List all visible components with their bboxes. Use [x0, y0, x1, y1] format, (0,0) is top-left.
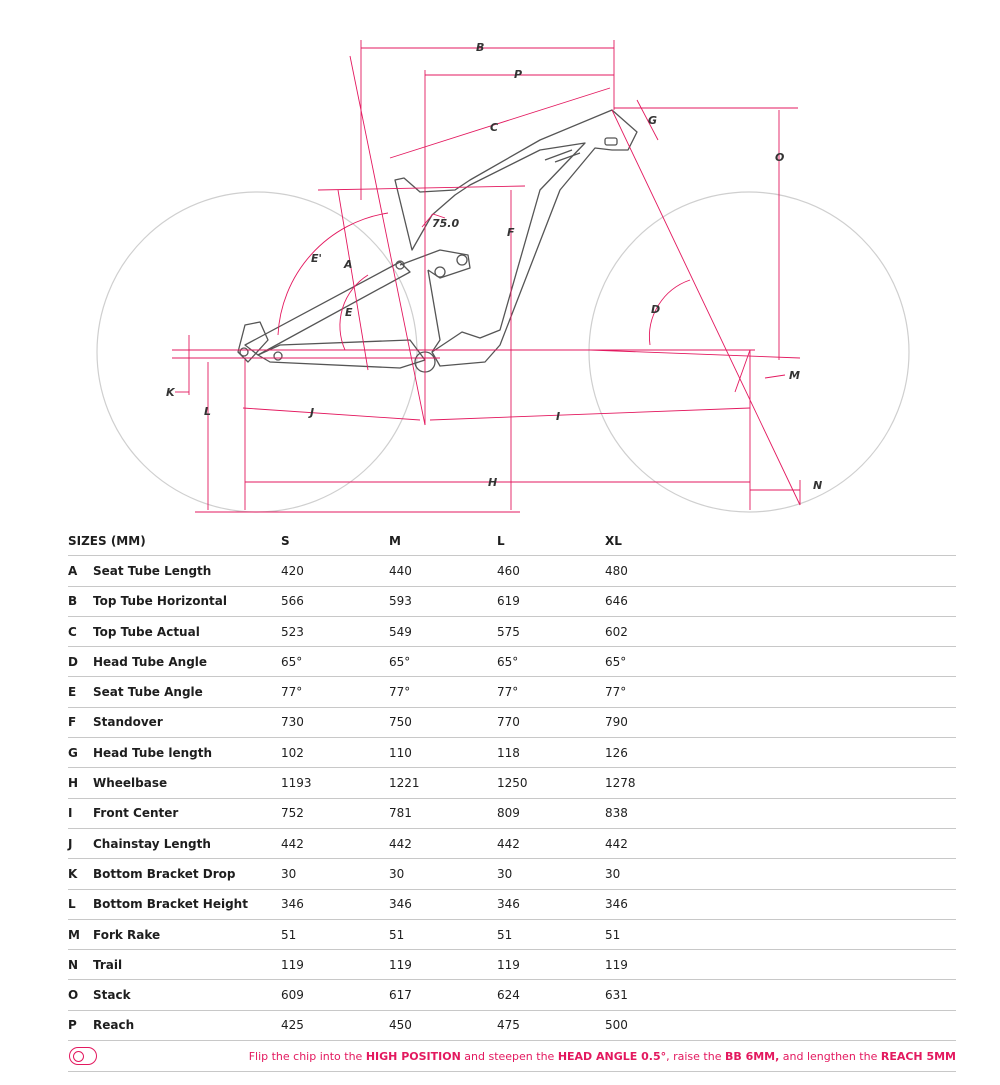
label-b: B [476, 41, 485, 54]
label-e: E [345, 306, 353, 319]
row-label: Standover [93, 715, 163, 730]
value-l: 442 [497, 836, 520, 851]
row-label: Top Tube Horizontal [93, 594, 227, 609]
value-m: 450 [389, 1018, 412, 1033]
row-label: Seat Tube Length [93, 563, 212, 578]
label-l: L [204, 405, 212, 418]
value-l: 460 [497, 563, 520, 578]
toggle-knob [73, 1051, 84, 1062]
table-row [68, 708, 956, 738]
value-s: 442 [281, 836, 304, 851]
row-label: Seat Tube Angle [93, 685, 203, 700]
value-l: 475 [497, 1018, 520, 1033]
value-l: 30 [497, 866, 513, 881]
value-s: 51 [281, 927, 297, 942]
label-f: F [507, 226, 515, 239]
note-text-3: , raise the [666, 1049, 725, 1063]
row-letter: N [68, 957, 79, 972]
label-o: O [775, 151, 785, 164]
row-letter: I [68, 806, 73, 821]
value-m: 750 [389, 715, 412, 730]
dimension-labels [166, 41, 822, 492]
value-xl: 126 [605, 745, 628, 760]
value-l: 119 [497, 957, 520, 972]
note-text-1: Flip the chip into the [248, 1049, 366, 1063]
table-row [68, 920, 956, 950]
value-l: 619 [497, 594, 520, 609]
value-m: 1221 [389, 776, 420, 791]
row-letter: H [68, 776, 79, 791]
geometry-table [68, 526, 956, 1072]
note-head-angle: HEAD ANGLE 0.5° [557, 1049, 667, 1063]
label-p: P [514, 68, 523, 81]
value-s: 65° [281, 654, 303, 669]
note-high-position: HIGH POSITION [365, 1049, 461, 1063]
note-text-2: and steepen the [460, 1049, 558, 1063]
table-row [68, 587, 956, 617]
value-xl: 480 [605, 563, 628, 578]
note-reach: REACH 5MM [880, 1049, 956, 1063]
value-l: 624 [497, 988, 520, 1003]
value-s: 102 [281, 745, 304, 760]
row-letter: B [68, 594, 78, 609]
table-row [68, 950, 956, 980]
table-row [68, 738, 956, 768]
value-l: 77° [497, 685, 519, 700]
label-e-prime: E' [311, 252, 322, 265]
row-letter: M [68, 927, 80, 942]
table-row [68, 677, 956, 707]
flip-chip-toggle-icon [69, 1047, 97, 1065]
value-xl: 1278 [605, 776, 636, 791]
table-row [68, 617, 956, 647]
row-letter: D [68, 654, 78, 669]
table-row [68, 980, 956, 1010]
value-s: 566 [281, 594, 304, 609]
label-i: I [556, 410, 561, 423]
value-s: 119 [281, 957, 304, 972]
row-letter: G [68, 745, 78, 760]
angle-75: 75.0 [432, 217, 460, 230]
label-k: K [166, 386, 175, 399]
value-m: 549 [389, 624, 412, 639]
value-s: 425 [281, 1018, 304, 1033]
table-row [68, 890, 956, 920]
row-label: Reach [93, 1018, 135, 1033]
value-s: 752 [281, 806, 304, 821]
value-xl: 646 [605, 594, 628, 609]
value-m: 30 [389, 866, 405, 881]
label-j: J [310, 406, 315, 419]
value-xl: 631 [605, 988, 628, 1003]
row-label: Front Center [93, 806, 179, 821]
value-xl: 500 [605, 1018, 628, 1033]
value-xl: 838 [605, 806, 628, 821]
value-xl: 602 [605, 624, 628, 639]
row-label: Trail [93, 957, 123, 972]
label-g: G [648, 114, 658, 127]
value-m: 617 [389, 988, 412, 1003]
row-letter: L [68, 897, 76, 912]
value-m: 65° [389, 654, 411, 669]
value-s: 523 [281, 624, 304, 639]
value-m: 119 [389, 957, 412, 972]
row-label: Head Tube Angle [93, 654, 208, 669]
table-row [68, 859, 956, 889]
value-m: 110 [389, 745, 412, 760]
row-letter: O [68, 988, 79, 1003]
value-m: 781 [389, 806, 412, 821]
size-col-l: L [497, 533, 505, 548]
note-text-4: and lengthen the [779, 1049, 881, 1063]
label-d: D [651, 303, 661, 316]
size-col-m: M [389, 533, 401, 548]
value-s: 1193 [281, 776, 312, 791]
sizes-header: SIZES (MM) [68, 533, 146, 548]
value-s: 77° [281, 685, 303, 700]
row-letter: K [68, 866, 78, 881]
label-n: N [813, 479, 823, 492]
row-label: Wheelbase [93, 776, 168, 791]
row-letter: E [68, 685, 77, 700]
row-label: Bottom Bracket Drop [93, 866, 236, 881]
row-label: Top Tube Actual [93, 624, 200, 639]
row-letter: P [68, 1018, 77, 1033]
value-m: 593 [389, 594, 412, 609]
value-l: 809 [497, 806, 520, 821]
table-row [68, 647, 956, 677]
value-l: 1250 [497, 776, 528, 791]
table-header [68, 526, 956, 556]
value-m: 442 [389, 836, 412, 851]
value-l: 346 [497, 897, 520, 912]
value-m: 346 [389, 897, 412, 912]
row-label: Stack [93, 988, 131, 1003]
value-m: 440 [389, 563, 412, 578]
row-label: Head Tube length [93, 745, 213, 760]
value-xl: 346 [605, 897, 628, 912]
table-row [68, 768, 956, 798]
table-body [68, 556, 956, 1041]
label-a: A [344, 258, 353, 271]
row-letter: C [68, 624, 77, 639]
row-label: Fork Rake [93, 927, 161, 942]
label-c: C [490, 121, 499, 134]
size-col-xl: XL [605, 533, 622, 548]
value-s: 609 [281, 988, 304, 1003]
table-row [68, 556, 956, 586]
value-xl: 442 [605, 836, 628, 851]
value-m: 51 [389, 927, 405, 942]
value-s: 730 [281, 715, 304, 730]
value-m: 77° [389, 685, 411, 700]
row-label: Chainstay Length [93, 836, 211, 851]
table-row [68, 799, 956, 829]
value-l: 65° [497, 654, 519, 669]
value-s: 346 [281, 897, 304, 912]
value-l: 118 [497, 745, 520, 760]
value-s: 420 [281, 563, 304, 578]
value-xl: 30 [605, 866, 621, 881]
label-m: M [789, 369, 800, 382]
table-row [68, 1011, 956, 1041]
size-col-s: S [281, 533, 290, 548]
value-l: 51 [497, 927, 513, 942]
bike-frame [238, 110, 637, 372]
value-l: 575 [497, 624, 520, 639]
note-bb: BB 6MM, [724, 1049, 780, 1063]
row-letter: F [68, 715, 77, 730]
flip-chip-note [249, 1050, 956, 1063]
value-xl: 790 [605, 715, 628, 730]
label-h: H [488, 476, 498, 489]
geometry-diagram [0, 0, 1000, 520]
value-xl: 119 [605, 957, 628, 972]
value-s: 30 [281, 866, 297, 881]
row-letter: J [68, 836, 73, 851]
value-xl: 65° [605, 654, 627, 669]
dimension-lines [172, 40, 800, 512]
flip-chip-note-row [68, 1041, 956, 1072]
row-letter: A [68, 563, 78, 578]
table-row [68, 829, 956, 859]
row-label: Bottom Bracket Height [93, 897, 248, 912]
value-l: 770 [497, 715, 520, 730]
value-xl: 77° [605, 685, 627, 700]
value-xl: 51 [605, 927, 621, 942]
